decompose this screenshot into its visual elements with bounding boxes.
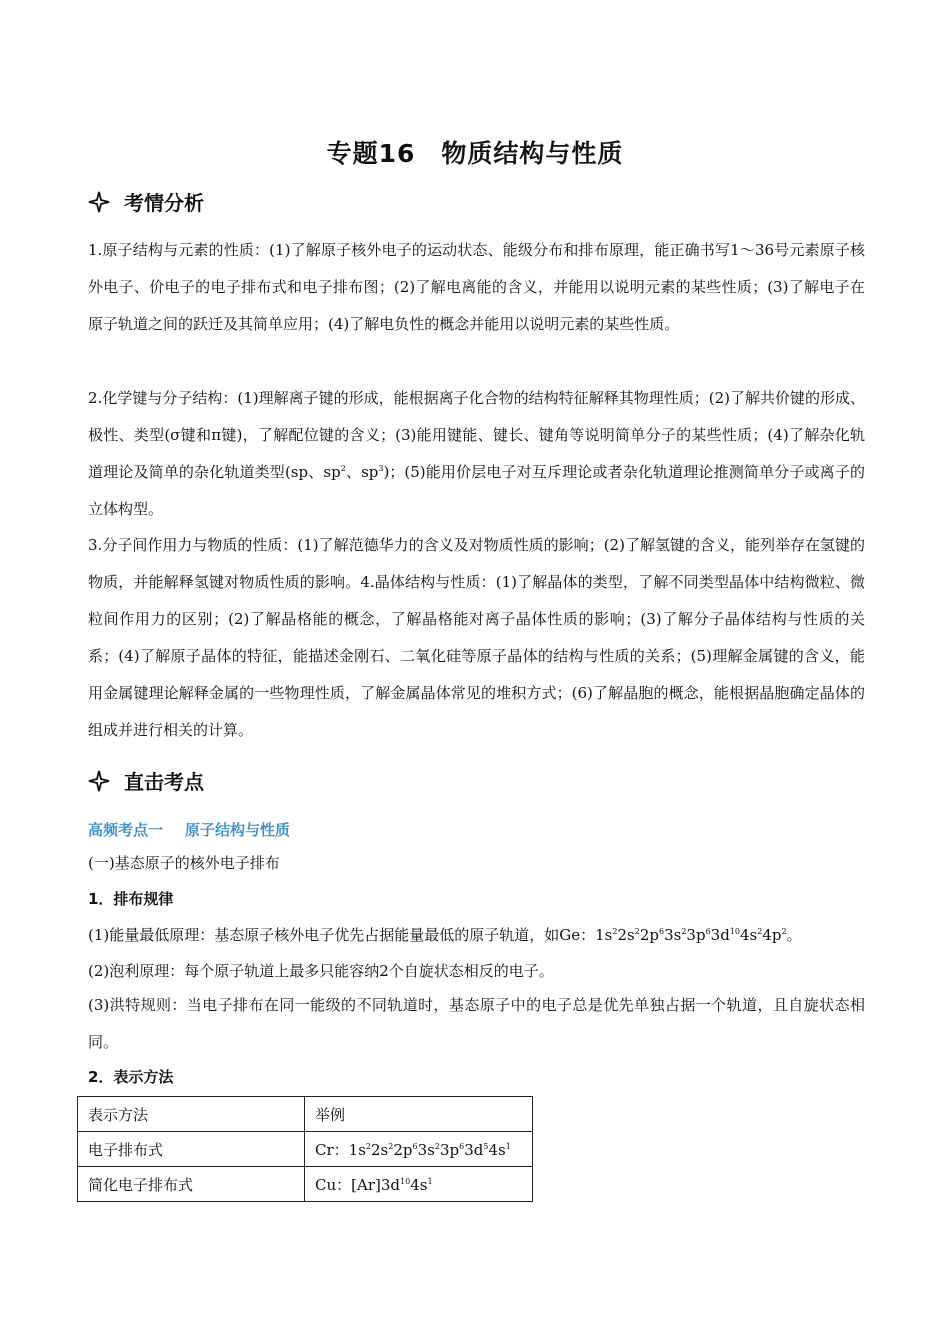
electron-count: 1	[505, 1141, 511, 1151]
paragraph-text-part: 、sp	[345, 463, 379, 481]
electron-count: 2	[365, 1141, 371, 1151]
electron-count: 2	[612, 927, 618, 936]
table-header-row	[78, 1097, 533, 1132]
section-heading-label: 考情分析	[124, 191, 204, 215]
electron-count: 10	[400, 1176, 411, 1186]
orbital: 3s	[417, 1140, 435, 1159]
orbital: 2s	[617, 926, 635, 944]
orbital: 1s	[595, 926, 613, 944]
four-point-star-icon	[88, 770, 110, 792]
orbital: 2p	[393, 1140, 413, 1159]
orbital: 2p	[639, 926, 659, 944]
section-heading-label: 直击考点	[124, 770, 204, 794]
electron-count: 10	[729, 927, 740, 936]
section-heading-analysis	[88, 187, 204, 216]
table-row	[78, 1132, 533, 1167]
electron-configuration	[595, 926, 786, 944]
orbital: 1s	[348, 1140, 366, 1159]
element-prefix: Cu：[Ar]	[315, 1175, 381, 1194]
orbital: 4s	[488, 1140, 506, 1159]
table-cell-example	[305, 1132, 533, 1167]
electron-configuration	[349, 1141, 511, 1159]
electron-count: 6	[705, 927, 711, 936]
table-header-cell: 举例	[305, 1097, 533, 1132]
electron-count: 1	[427, 1176, 433, 1186]
electron-count: 6	[412, 1141, 418, 1151]
electron-count: 2	[434, 1141, 440, 1151]
topic-label: 高频考点一	[88, 821, 164, 839]
rule-pauli: (2)泡利原理：每个原子轨道上最多只能容纳2个自旋状态相反的电子。	[88, 962, 554, 980]
orbital: 3s	[664, 926, 682, 944]
electron-count: 2	[781, 927, 787, 936]
rule-text: (1)能量最低原理：基态原子核外电子优先占据能量最低的原子轨道，如Ge：	[88, 926, 596, 944]
topic-heading	[88, 819, 290, 840]
notation-table	[77, 1096, 533, 1202]
electron-count: 2	[634, 927, 640, 936]
subsection-title: (一)基态原子的核外电子排布	[88, 854, 280, 872]
electron-count: 2	[681, 927, 687, 936]
punctuation: 。	[786, 926, 802, 944]
electron-count: 6	[459, 1141, 465, 1151]
rule-text: (3)洪特规则：当电子排布在同一能级的不同轨道时，基态原子中的电子总是优先单独占据一个轨道，且自旋状态相同。	[88, 996, 865, 1051]
paragraph-text: 1.原子结构与元素的性质：(1)了解原子核外电子的运动状态、能级分布和排布原理，能正确书写1～36号元素原子核外电子、价电子的电子排布式和电子排布图；(2)了解电离能的含义，并能用以说明元素的某些性质；(3)了解电子在原子轨道之间的跃迁及其简单应用；(4)了解电负性的概念并能用以说明元素的某些性质。	[88, 241, 865, 333]
orbital: 4s	[740, 926, 758, 944]
table-cell-method: 电子排布式	[78, 1132, 305, 1167]
paragraph-text-part: 2.化学键与分子结构：(1)理解离子键的形成，能根据离子化合物的结构特征解释其物理性质；(2)了解共价键的形成、极性、类型(σ键和π键)，了解配位键的含义；(3)能用键能、键长、键角等说明简单分子的某些性质；(4)了解杂化轨道理论及简单的杂化轨道类型(sp、sp	[88, 389, 865, 481]
rule-hund	[88, 987, 865, 1061]
section-heading-points	[88, 766, 204, 795]
electron-count: 6	[658, 927, 665, 936]
rule-lowest-energy	[88, 924, 802, 945]
element-prefix: Cr：	[315, 1140, 349, 1159]
paragraph-text	[88, 380, 865, 528]
orbital: 3p	[686, 926, 706, 944]
superscript: 2	[340, 464, 346, 473]
point-heading-notation: 2．表示方法	[88, 1068, 174, 1086]
table-row	[78, 1167, 533, 1202]
orbital: 3p	[439, 1140, 460, 1159]
point-heading-rules: 1．排布规律	[88, 890, 174, 908]
four-point-star-icon	[88, 191, 110, 213]
electron-count: 2	[388, 1141, 394, 1151]
orbital: 2s	[371, 1140, 389, 1159]
paragraph-text-part: )；(5)能用价层电子对互斥理论或者杂化轨道理论推测简单分子或离子的立体构型。	[88, 463, 865, 518]
table-cell-method: 简化电子排布式	[78, 1167, 305, 1202]
table-header-cell: 表示方法	[78, 1097, 305, 1132]
orbital: 3d	[380, 1175, 401, 1194]
orbital: 4p	[762, 926, 782, 944]
superscript: 3	[378, 464, 384, 473]
electron-count: 2	[757, 927, 763, 936]
analysis-paragraph-2	[88, 380, 865, 528]
analysis-paragraph-1	[88, 232, 865, 343]
table-cell-example	[305, 1167, 533, 1202]
paragraph-text: 3.分子间作用力与物质的性质：(1)了解范德华力的含义及对物质性质的影响；(2)了解氢键的含义，能列举存在氢键的物质，并能解释氢键对物质性质的影响。4.晶体结构与性质：(1)了解晶体的类型，了解不同类型晶体中结构微粒、微粒间作用力的区别；(2)了解晶格能的概念，了解晶格能对离子晶体性质的影响；(3)了解分子晶体结构与性质的关系；(4)了解原子晶体的特征，能描述金刚石、二氧化硅等原子晶体的结构与性质的关系；(5)理解金属键的含义，能用金属键理论解释金属的一些物理性质，了解金属晶体常见的堆积方式；(6)了解晶胞的概念，能根据晶胞确定晶体的组成并进行相关的计算。	[88, 536, 865, 739]
orbital: 4s	[410, 1175, 428, 1194]
orbital: 3d	[710, 926, 730, 944]
electron-configuration	[381, 1176, 433, 1194]
topic-title: 原子结构与性质	[185, 821, 291, 839]
analysis-paragraph-3	[88, 527, 865, 749]
orbital: 3d	[464, 1140, 484, 1159]
document-title: 专题16 物质结构与性质	[326, 139, 624, 168]
electron-count: 5	[483, 1141, 489, 1151]
